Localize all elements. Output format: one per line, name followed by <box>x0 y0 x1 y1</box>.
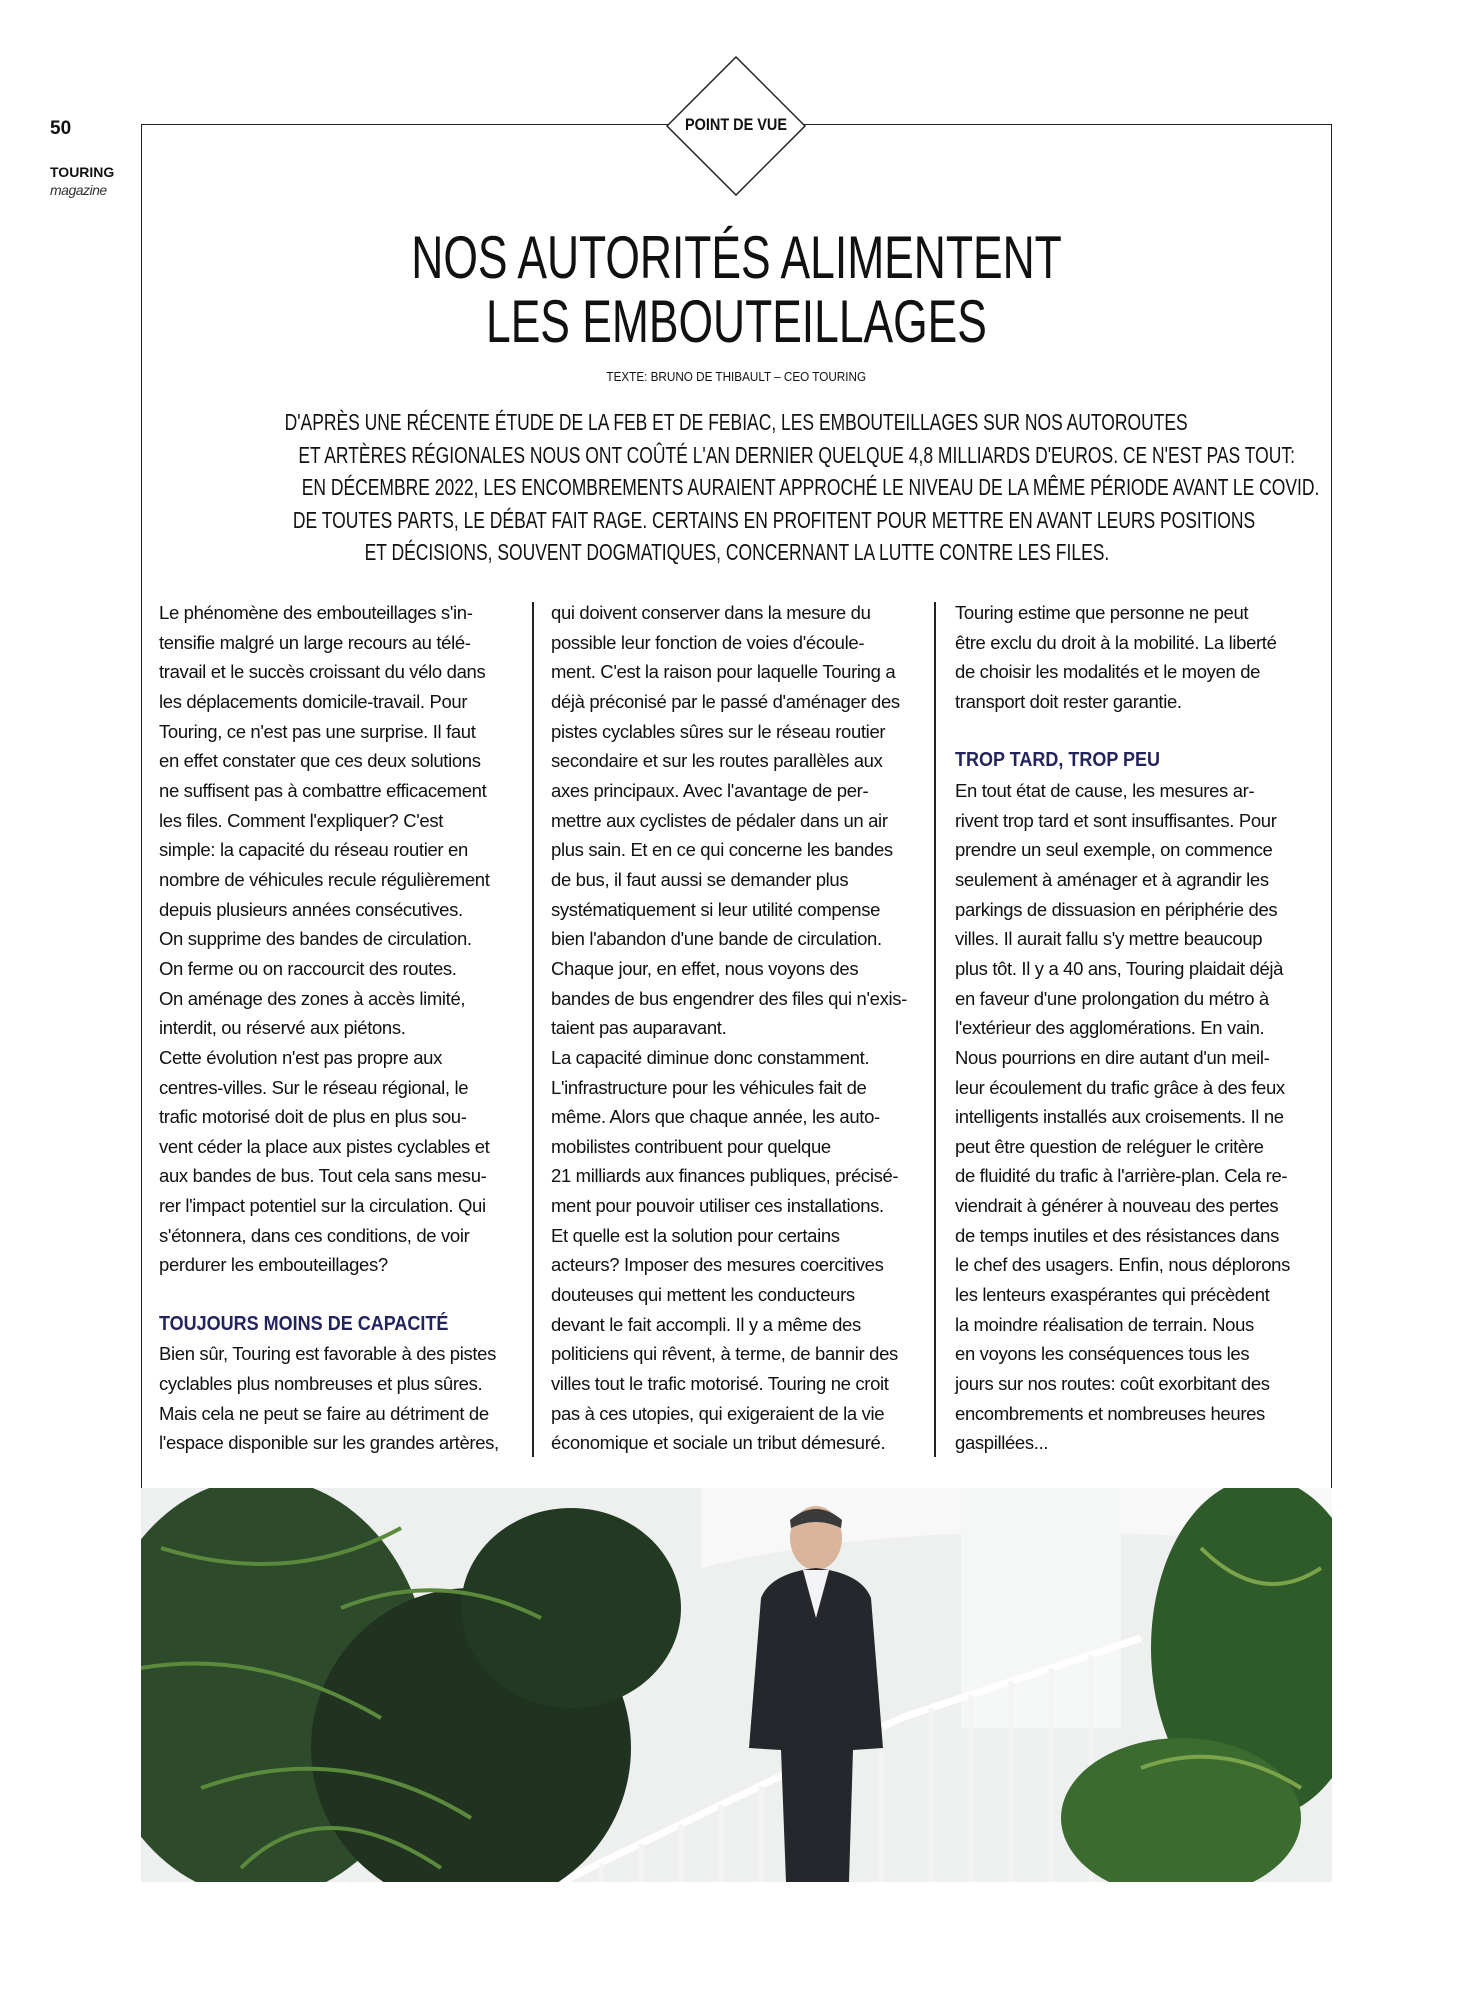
body-text-line: travail et le succès croissant du vélo dans <box>159 661 486 683</box>
body-text-line: bien l'abandon d'une bande de circulation. <box>551 928 882 950</box>
body-text-line: tensifie malgré un large recours au télé- <box>159 631 471 653</box>
article-title-line-2: LES EMBOUTEILLAGES <box>486 288 987 355</box>
body-text-line: acteurs? Imposer des mesures coercitives <box>551 1254 884 1276</box>
body-text-line: secondaire et sur les routes parallèles aux <box>551 750 883 772</box>
blank-line <box>159 1280 519 1310</box>
body-text-line: nombre de véhicules recule régulièrement <box>159 868 490 890</box>
body-text-line: mettre aux cyclistes de pédaler dans un air <box>551 809 888 831</box>
body-text-line: l'extérieur des agglomérations. En vain. <box>955 1017 1265 1039</box>
body-text-line: depuis plusieurs années consécutives. <box>159 898 463 920</box>
body-text-line: L'infrastructure pour les véhicules fait de <box>551 1076 867 1098</box>
body-text-line: vent céder la place aux pistes cyclables et <box>159 1135 490 1157</box>
body-text-line: encombrements et nombreuses heures <box>955 1402 1265 1424</box>
body-text-line: rivent trop tard et sont insuffisantes. Pour <box>955 809 1277 831</box>
body-text-line: Mais cela ne peut se faire au détriment de <box>159 1402 489 1424</box>
body-text-line: les lenteurs exaspérantes qui précèdent <box>955 1284 1270 1306</box>
body-text-line: politiciens qui rêvent, à terme, de bannir des <box>551 1343 898 1365</box>
body-text-line: s'étonnera, dans ces conditions, de voir <box>159 1224 470 1246</box>
body-text-line: prendre un seul exemple, on commence <box>955 839 1273 861</box>
body-text-line: La capacité diminue donc constamment. <box>551 1046 870 1068</box>
body-text-line: villes. Il aurait fallu s'y mettre beaucoup <box>955 928 1263 950</box>
body-text-line: parkings de dissuasion en périphérie des <box>955 898 1278 920</box>
body-text-line: Touring, ce n'est pas une surprise. Il faut <box>159 720 476 742</box>
body-text-line: de fluidité du trafic à l'arrière-plan. Cela re- <box>955 1165 1288 1187</box>
body-text-line: le chef des usagers. Enfin, nous déplorons <box>955 1254 1290 1276</box>
article-title-line-1: NOS AUTORITÉS ALIMENTENT <box>411 224 1062 291</box>
body-text-line: de temps inutiles et des résistances dans <box>955 1224 1279 1246</box>
body-text-line: simple: la capacité du réseau routier en <box>159 839 468 861</box>
body-text-line: devant le fait accompli. Il y a même des <box>551 1313 861 1335</box>
body-text-line: aux bandes de bus. Tout cela sans mesu- <box>159 1165 487 1187</box>
blank-line <box>955 717 1315 747</box>
column-divider <box>532 602 534 1457</box>
portrait-photo <box>141 1488 1332 1882</box>
body-text-line: de bus, il faut aussi se demander plus <box>551 868 849 890</box>
lead-line: EN DÉCEMBRE 2022, LES ENCOMBREMENTS AURAIENT APPROCHÉ LE NIVEAU DE LA MÊME PÉRIODE AVANT LE COVID. <box>301 474 1320 501</box>
body-text-line: On supprime des bandes de circulation. <box>159 928 472 950</box>
body-text-line: intelligents installés aux croisements. Il ne <box>955 1106 1284 1128</box>
body-text-line: On ferme ou on raccourcit des routes. <box>159 957 457 979</box>
body-text-line: interdit, ou réservé aux piétons. <box>159 1017 406 1039</box>
body-text-line: pistes cyclables sûres sur le réseau routier <box>551 720 886 742</box>
body-text-line: axes principaux. Avec l'avantage de per- <box>551 779 869 801</box>
magazine-brand-sub: magazine <box>50 182 107 198</box>
body-text-line: En tout état de cause, les mesures ar- <box>955 779 1255 801</box>
body-text-line: être exclu du droit à la mobilité. La liberté <box>955 631 1277 653</box>
body-text-line: l'espace disponible sur les grandes artères, <box>159 1432 499 1454</box>
article-column-1 <box>159 598 519 1458</box>
body-text-line: Et quelle est la solution pour certains <box>551 1224 840 1246</box>
body-text-line: possible leur fonction de voies d'écoule- <box>551 631 865 653</box>
article-column-3 <box>955 598 1315 1458</box>
body-text-line: en faveur d'une prolongation du métro à <box>955 987 1269 1009</box>
body-text-line: ment. C'est la raison pour laquelle Touring a <box>551 661 896 683</box>
body-text-line: Le phénomène des embouteillages s'in- <box>159 602 473 623</box>
body-text-line: de choisir les modalités et le moyen de <box>955 661 1261 683</box>
body-text-line: douteuses qui mettent les conducteurs <box>551 1284 855 1306</box>
byline: TEXTE: BRUNO DE THIBAULT – CEO TOURING <box>606 369 867 384</box>
body-text-line: 21 milliards aux finances publiques, précisé- <box>551 1165 899 1187</box>
lead-line: D'APRÈS UNE RÉCENTE ÉTUDE DE LA FEB ET DE FEBIAC, LES EMBOUTEILLAGES SUR NOS AUTOROUTES <box>284 409 1189 435</box>
article-column-2 <box>551 598 916 1458</box>
magazine-brand: TOURING <box>50 164 115 180</box>
lead-line: ET ARTÈRES RÉGIONALES NOUS ONT COÛTÉ L'AN DERNIER QUELQUE 4,8 MILLIARDS D'EUROS. CE N'EST PAS TOUT: <box>298 441 1295 468</box>
body-text-line: taient pas auparavant. <box>551 1017 727 1039</box>
body-text-line: bandes de bus engendrer des files qui n'exis- <box>551 987 907 1009</box>
body-text-line: rer l'impact potentiel sur la circulation. Qui <box>159 1195 486 1217</box>
body-text-line: pas à ces utopies, qui exigeraient de la vie <box>551 1402 885 1424</box>
body-text-line: peut être question de reléguer le critère <box>955 1135 1264 1157</box>
body-text-line: jours sur nos routes: coût exorbitant des <box>955 1373 1270 1395</box>
body-text-line: Nous pourrions en dire autant d'un meil- <box>955 1046 1270 1068</box>
body-text-line: systématiquement si leur utilité compense <box>551 898 881 920</box>
body-text-line: les déplacements domicile-travail. Pour <box>159 690 468 712</box>
lead-line: ET DÉCISIONS, SOUVENT DOGMATIQUES, CONCERNANT LA LUTTE CONTRE LES FILES. <box>364 539 1109 566</box>
body-text-line: déjà préconisé par le passé d'aménager des <box>551 690 900 712</box>
body-text-line: Chaque jour, en effet, nous voyons des <box>551 957 859 979</box>
body-text-line: la moindre réalisation de terrain. Nous <box>955 1313 1254 1335</box>
body-text-line: plus sain. Et en ce qui concerne les bandes <box>551 839 893 861</box>
body-text-line: même. Alors que chaque année, les auto- <box>551 1106 880 1128</box>
body-text-line: Touring estime que personne ne peut <box>955 602 1249 623</box>
body-text-line: en effet constater que ces deux solutions <box>159 750 481 772</box>
section-heading: TOUJOURS MOINS DE CAPACITÉ <box>159 1312 449 1335</box>
body-text-line: viendrait à générer à nouveau des pertes <box>955 1195 1279 1217</box>
body-text-line: qui doivent conserver dans la mesure du <box>551 602 871 623</box>
body-text-line: Bien sûr, Touring est favorable à des pistes <box>159 1343 496 1365</box>
body-text-line: cyclables plus nombreuses et plus sûres. <box>159 1373 483 1395</box>
body-text-line: en voyons les conséquences tous les <box>955 1343 1250 1365</box>
body-text-line: les files. Comment l'expliquer? C'est <box>159 809 444 831</box>
body-text-line: villes tout le trafic motorisé. Touring ne croit <box>551 1373 889 1395</box>
body-text-line: perdurer les embouteillages? <box>159 1254 388 1276</box>
body-text-line: centres-villes. Sur le réseau régional, le <box>159 1076 469 1098</box>
page-number: 50 <box>50 118 72 139</box>
body-text-line: gaspillées... <box>955 1432 1049 1454</box>
body-text-line: mobilistes contribuent pour quelque <box>551 1135 831 1157</box>
body-text-line: ment pour pouvoir utiliser ces installations. <box>551 1195 884 1217</box>
column-divider <box>934 602 936 1457</box>
section-heading: TROP TARD, TROP PEU <box>955 749 1161 772</box>
body-text-line: seulement à aménager et à agrandir les <box>955 868 1269 890</box>
body-text-line: transport doit rester garantie. <box>955 690 1182 712</box>
body-text-line: On aménage des zones à accès limité, <box>159 987 466 1009</box>
body-text-line: plus tôt. Il y a 40 ans, Touring plaidait déjà <box>955 957 1284 979</box>
body-text-line: ne suffisent pas à combattre efficacement <box>159 779 487 801</box>
section-label: POINT DE VUE <box>685 115 787 134</box>
lead-line: DE TOUTES PARTS, LE DÉBAT FAIT RAGE. CERTAINS EN PROFITENT POUR METTRE EN AVANT LEURS POSITIONS <box>292 506 1256 533</box>
body-text-line: Cette évolution n'est pas propre aux <box>159 1046 443 1068</box>
body-text-line: trafic motorisé doit de plus en plus sou- <box>159 1106 467 1128</box>
body-text-line: leur écoulement du trafic grâce à des feux <box>955 1076 1285 1098</box>
body-text-line: économique et sociale un tribut démesuré. <box>551 1432 886 1454</box>
